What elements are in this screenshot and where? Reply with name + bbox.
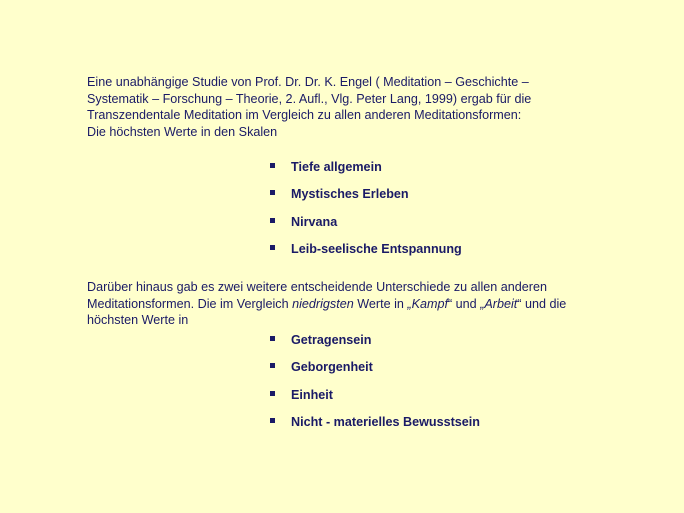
list-item-label: Leib-seelische Entspannung: [291, 241, 462, 256]
second-line: [87, 296, 627, 313]
square-bullet-icon: [270, 336, 275, 341]
emphasis-text: „Arbeit: [480, 296, 518, 311]
list-item-label: Mystisches Erleben: [291, 187, 409, 202]
text-fragment: “ und: [447, 296, 481, 311]
second-line: höchsten Werte in: [87, 313, 189, 327]
second-paragraph: [87, 279, 627, 329]
list-item-label: Nirvana: [291, 214, 338, 229]
square-bullet-icon: [270, 391, 275, 396]
intro-line: Die höchsten Werte in den Skalen: [87, 124, 278, 139]
list-item-label: Nicht - materielles Bewusstsein: [291, 414, 480, 429]
list-item-label: Geborgenheit: [291, 360, 373, 375]
square-bullet-icon: [270, 363, 275, 368]
list-item-label: Tiefe allgemein: [291, 160, 382, 174]
list-item-label: Einheit: [291, 387, 333, 402]
square-bullet-icon: [270, 418, 275, 423]
emphasis-text: niedrigsten: [292, 296, 354, 311]
square-bullet-icon: [270, 245, 275, 250]
intro-paragraph: [87, 74, 627, 140]
list-item-label: Getragensein: [291, 333, 372, 347]
text-fragment: “ und die: [517, 296, 567, 311]
intro-line: Transzendentale Meditation im Vergleich zu allen anderen Meditationsformen:: [87, 108, 522, 122]
intro-line: Eine unabhängige Studie von Prof. Dr. Dr. K. Engel ( Meditation – Geschichte –: [87, 75, 529, 89]
second-line: Darüber hinaus gab es zwei weitere entscheidende Unterschiede zu allen anderen: [87, 280, 547, 294]
square-bullet-icon: [270, 218, 275, 223]
square-bullet-icon: [270, 190, 275, 195]
emphasis-text: „Kampf: [407, 296, 448, 311]
intro-line: Systematik – Forschung – Theorie, 2. Aufl., Vlg. Peter Lang, 1999) ergab für die: [87, 91, 532, 106]
square-bullet-icon: [270, 163, 275, 168]
text-fragment: Werte in: [353, 296, 408, 311]
text-fragment: Meditationsformen. Die im Vergleich: [87, 296, 293, 311]
